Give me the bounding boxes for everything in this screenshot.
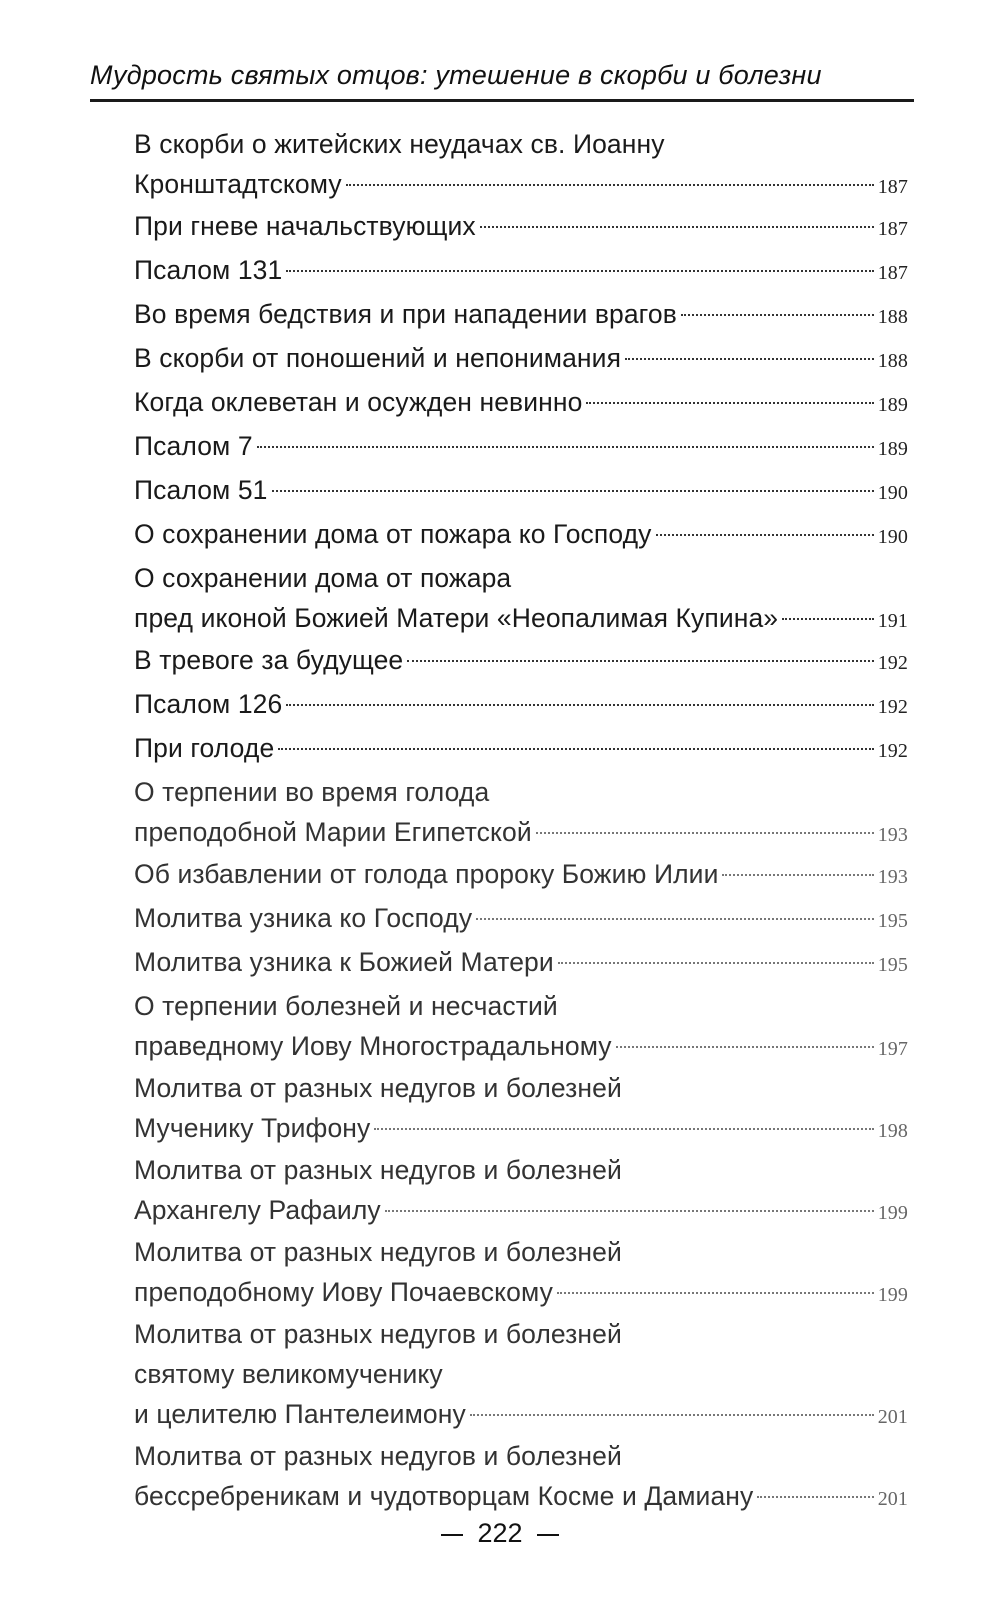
toc-entry	[134, 1150, 908, 1230]
dot-leader	[385, 1210, 874, 1212]
toc-entry-title: В скорби от поношений и непонимания	[134, 343, 622, 373]
table-of-contents	[134, 124, 908, 1518]
toc-entry-title: О сохранении дома от пожара ко Господу	[134, 519, 652, 549]
toc-entry-title-line: Молитва от разных недугов и болезней	[134, 1319, 622, 1349]
toc-entry-page-number: 190	[877, 482, 908, 504]
toc-entry-final-line	[134, 250, 908, 290]
toc-entry-final-line	[134, 942, 908, 982]
toc-entry-final-line	[134, 812, 908, 852]
toc-entry-title-line: О терпении во время голода	[134, 777, 490, 807]
toc-entry-title: При голоде	[134, 733, 275, 763]
dot-leader	[476, 918, 873, 920]
toc-entry-final-line	[134, 1394, 908, 1434]
toc-entry-final-line	[134, 338, 908, 378]
toc-entry	[134, 728, 908, 768]
toc-entry-title: При гневе начальствующих	[134, 211, 476, 241]
toc-entry-page-number: 198	[877, 1120, 908, 1142]
toc-entry	[134, 684, 908, 724]
toc-entry-page-number: 195	[877, 954, 908, 976]
toc-entry-final-line	[134, 164, 908, 204]
dot-leader	[558, 962, 874, 964]
toc-entry-title: пред иконой Божией Матери «Неопалимая Купина»	[134, 603, 779, 633]
dot-leader	[722, 874, 873, 876]
dot-leader	[286, 704, 873, 706]
toc-entry-page-number: 187	[877, 218, 908, 240]
toc-entry	[134, 338, 908, 378]
toc-entry-final-line	[134, 1476, 908, 1516]
toc-entry-title: бессребреникам и чудотворцам Косме и Дамиану	[134, 1481, 754, 1511]
toc-entry	[134, 124, 908, 204]
toc-entry	[134, 558, 908, 638]
toc-entry-page-number: 187	[877, 176, 908, 198]
toc-entry-final-line	[134, 1190, 908, 1230]
folio-dash-left	[441, 1534, 463, 1536]
toc-entry	[134, 206, 908, 246]
toc-entry-title: В тревоге за будущее	[134, 645, 404, 675]
toc-entry-title: Мученику Трифону	[134, 1113, 371, 1143]
toc-entry-title-line: Молитва от разных недугов и болезней	[134, 1073, 622, 1103]
toc-entry-title-line: О терпении болезней и несчастий	[134, 991, 558, 1021]
toc-entry-page-number: 201	[877, 1406, 908, 1428]
toc-entry-page-number: 193	[877, 824, 908, 846]
toc-entry	[134, 426, 908, 466]
toc-entry-title-line: В скорби о житейских неудачах св. Иоанну	[134, 129, 665, 159]
toc-entry-page-number: 189	[877, 438, 908, 460]
toc-entry-title: Псалом 126	[134, 689, 283, 719]
toc-entry-final-line	[134, 898, 908, 938]
toc-entry-page-number: 188	[877, 306, 908, 328]
toc-entry-title: Кронштадтскому	[134, 169, 342, 199]
dot-leader	[257, 446, 874, 448]
toc-entry-title: Архангелу Рафаилу	[134, 1195, 381, 1225]
toc-entry	[134, 640, 908, 680]
running-head: Мудрость святых отцов: утешение в скорби и болезни	[90, 60, 822, 90]
toc-entry-page-number: 191	[877, 610, 908, 632]
dot-leader	[286, 270, 873, 272]
toc-entry	[134, 1232, 908, 1312]
toc-entry-title: Когда оклеветан и осужден невинно	[134, 387, 583, 417]
dot-leader	[407, 660, 873, 662]
toc-entry-page-number: 199	[877, 1202, 908, 1224]
toc-entry-title: праведному Иову Многострадальному	[134, 1031, 612, 1061]
toc-entry-title: Молитва узника ко Господу	[134, 903, 473, 933]
toc-entry-page-number: 192	[877, 696, 908, 718]
toc-entry-page-number: 199	[877, 1284, 908, 1306]
toc-entry	[134, 470, 908, 510]
dot-leader	[346, 184, 874, 186]
toc-entry	[134, 1314, 908, 1434]
toc-entry-page-number: 187	[877, 262, 908, 284]
toc-entry-final-line	[134, 514, 908, 554]
toc-entry-title-line: святому великомученику	[134, 1359, 443, 1389]
dot-leader	[782, 618, 874, 620]
toc-entry-final-line	[134, 1026, 908, 1066]
toc-entry-page-number: 192	[877, 740, 908, 762]
toc-entry	[134, 250, 908, 290]
toc-entry	[134, 1068, 908, 1148]
toc-entry-final-line	[134, 470, 908, 510]
toc-entry-final-line	[134, 294, 908, 334]
dot-leader	[757, 1496, 873, 1498]
toc-entry-final-line	[134, 1272, 908, 1312]
dot-leader	[656, 534, 874, 536]
toc-entry-final-line	[134, 854, 908, 894]
toc-entry-page-number: 193	[877, 866, 908, 888]
toc-entry	[134, 898, 908, 938]
toc-entry	[134, 382, 908, 422]
toc-entry-page-number: 195	[877, 910, 908, 932]
dot-leader	[480, 226, 874, 228]
toc-entry	[134, 514, 908, 554]
dot-leader	[586, 402, 873, 404]
dot-leader	[278, 748, 873, 750]
toc-entry-page-number: 190	[877, 526, 908, 548]
dot-leader	[374, 1128, 873, 1130]
dot-leader	[557, 1292, 874, 1294]
dot-leader	[272, 490, 874, 492]
toc-entry-title-line: Молитва от разных недугов и болезней	[134, 1441, 622, 1471]
toc-entry-title: преподобному Иову Почаевскому	[134, 1277, 553, 1307]
header-rule	[90, 99, 914, 102]
toc-entry-title: и целителю Пантелеимону	[134, 1399, 466, 1429]
toc-entry-title-line: Молитва от разных недугов и болезней	[134, 1237, 622, 1267]
toc-entry-final-line	[134, 684, 908, 724]
toc-entry-final-line	[134, 206, 908, 246]
toc-entry-final-line	[134, 640, 908, 680]
dot-leader	[681, 314, 874, 316]
toc-entry-title: Во время бедствия и при нападении врагов	[134, 299, 677, 329]
toc-entry	[134, 986, 908, 1066]
toc-entry-page-number: 188	[877, 350, 908, 372]
dot-leader	[536, 832, 874, 834]
dot-leader	[470, 1414, 874, 1416]
toc-entry-final-line	[134, 728, 908, 768]
toc-entry-title: Молитва узника к Божией Матери	[134, 947, 554, 977]
toc-entry-final-line	[134, 1108, 908, 1148]
toc-entry-title-line: О сохранении дома от пожара	[134, 563, 512, 593]
toc-entry-page-number: 201	[877, 1488, 908, 1510]
toc-entry-title: Об избавлении от голода пророку Божию Илии	[134, 859, 719, 889]
page-number	[0, 1518, 1000, 1549]
dot-leader	[616, 1046, 874, 1048]
toc-entry-title-line: Молитва от разных недугов и болезней	[134, 1155, 622, 1185]
toc-entry	[134, 854, 908, 894]
toc-entry-final-line	[134, 382, 908, 422]
toc-entry	[134, 942, 908, 982]
toc-entry-title: преподобной Марии Египетской	[134, 817, 532, 847]
toc-entry-title: Псалом 51	[134, 475, 268, 505]
dot-leader	[625, 358, 874, 360]
toc-entry-final-line	[134, 426, 908, 466]
toc-entry-page-number: 197	[877, 1038, 908, 1060]
toc-entry	[134, 1436, 908, 1516]
toc-entry	[134, 294, 908, 334]
toc-entry-title: Псалом 7	[134, 431, 253, 461]
toc-entry-title: Псалом 131	[134, 255, 283, 285]
toc-entry	[134, 772, 908, 852]
toc-entry-page-number: 189	[877, 394, 908, 416]
folio-dash-right	[537, 1534, 559, 1536]
folio-number: 222	[477, 1518, 523, 1548]
toc-entry-page-number: 192	[877, 652, 908, 674]
toc-entry-final-line	[134, 598, 908, 638]
